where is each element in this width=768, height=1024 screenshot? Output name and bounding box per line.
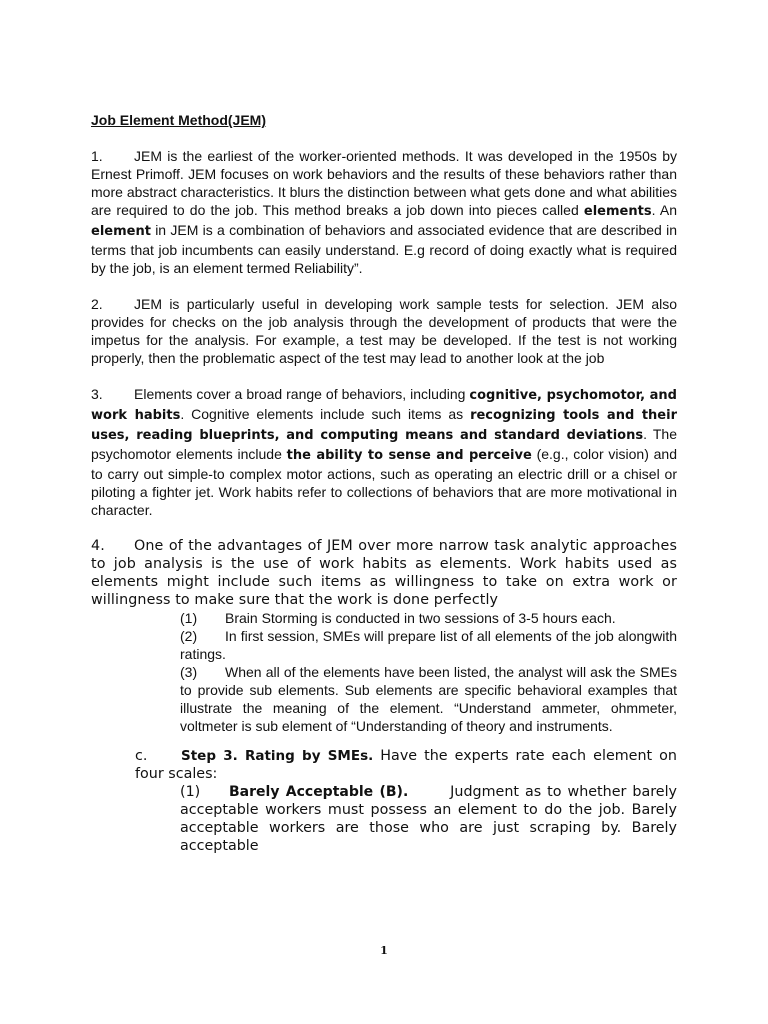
step-item: (1) Barely Acceptable (B). Judgment as to whether barely acceptable workers must possess an element to do the job. Barely acceptable workers are those who are just scraping by. Barely acceptable <box>180 784 678 854</box>
paragraph-3: 3. Elements cover a broad range of behaviors, including cognitive, psychomotor, and work habits. Cognitive elements include such items as recognizing tools and their uses, reading blueprints, and computing means and standard deviations. The psychomotor elements include the ability to sense and perceive (e.g., color vision) and to carry out simple-to complex motor actions, such as operating an electric drill or a chisel or piloting a fighter jet. Work habits refer to collections of behaviors that are more motivational in character. <box>91 386 677 518</box>
step-heading: c. Step 3. Rating by SMEs. Have the experts rate each element on four scales: <box>135 748 677 782</box>
step-letter: c. <box>135 748 148 764</box>
bold-term: recognizing tools and their uses, reading blueprints, and computing means and standard deviations <box>91 408 677 443</box>
paragraph-1: 1. JEM is the earliest of the worker-oriented methods. It was developed in the 1950s by Ernest Primoff. JEM focuses on work behaviors and the results of these behaviors rather than more abstract characteristics. It blurs the distinction between what gets done and what abilities are required to do the job. This method breaks a job down into pieces called elements. An element in JEM is a combination of behaviors and associated evidence that are described in terms that job incumbents can easily understand. E.g record of doing exactly what is required by the job, is an element termed Reliability”. <box>91 148 677 276</box>
step-label: Step 3. Rating by SMEs. <box>181 748 374 764</box>
bold-term: cognitive, psychomotor, and work habits <box>91 388 677 423</box>
sub-item: (2) In first session, SMEs will prepare list of all elements of the job alongwith ratings. <box>180 628 677 662</box>
page-number: 1 <box>380 944 388 957</box>
step-item-label: Barely Acceptable (B). <box>229 784 409 800</box>
sub-item: (3) When all of the elements have been listed, the analyst will ask the SMEs to provide sub elements. Sub elements are specific behavioral examples that illustrate the meaning of the element. “Understand ammeter, ohmmeter, voltmeter is sub element of “Understanding of theory and instruments. <box>180 664 677 734</box>
bold-term: the ability to sense and perceive <box>286 448 532 463</box>
bold-term: elements <box>583 204 652 219</box>
sub-list <box>180 609 677 735</box>
paragraph-4: 4. One of the advantages of JEM over more narrow task analytic approaches to job analysis is the use of work habits as elements. Work habits used as elements might include such items as willingness to take on extra work or willingness to make sure that the work is done perfectly <box>91 538 677 608</box>
document-body <box>91 111 677 855</box>
paragraph-number: 2. <box>91 296 103 312</box>
bold-term: element <box>91 224 151 239</box>
paragraph-number: 1. <box>91 148 103 164</box>
document-title: Job Element Method(JEM) <box>91 112 267 128</box>
paragraph-2: 2. JEM is particularly useful in developing work sample tests for selection. JEM also provides for checks on the job analysis through the development of products that were the impetus for the analysis. For example, a test may be developed. If the test is not working properly, then the problematic aspect of the test may lead to another look at the job <box>91 296 677 366</box>
paragraph-number: 3. <box>91 386 103 402</box>
sub-item: (1) Brain Storming is conducted in two sessions of 3-5 hours each. <box>180 610 616 626</box>
paragraph-number: 4. <box>91 538 105 554</box>
